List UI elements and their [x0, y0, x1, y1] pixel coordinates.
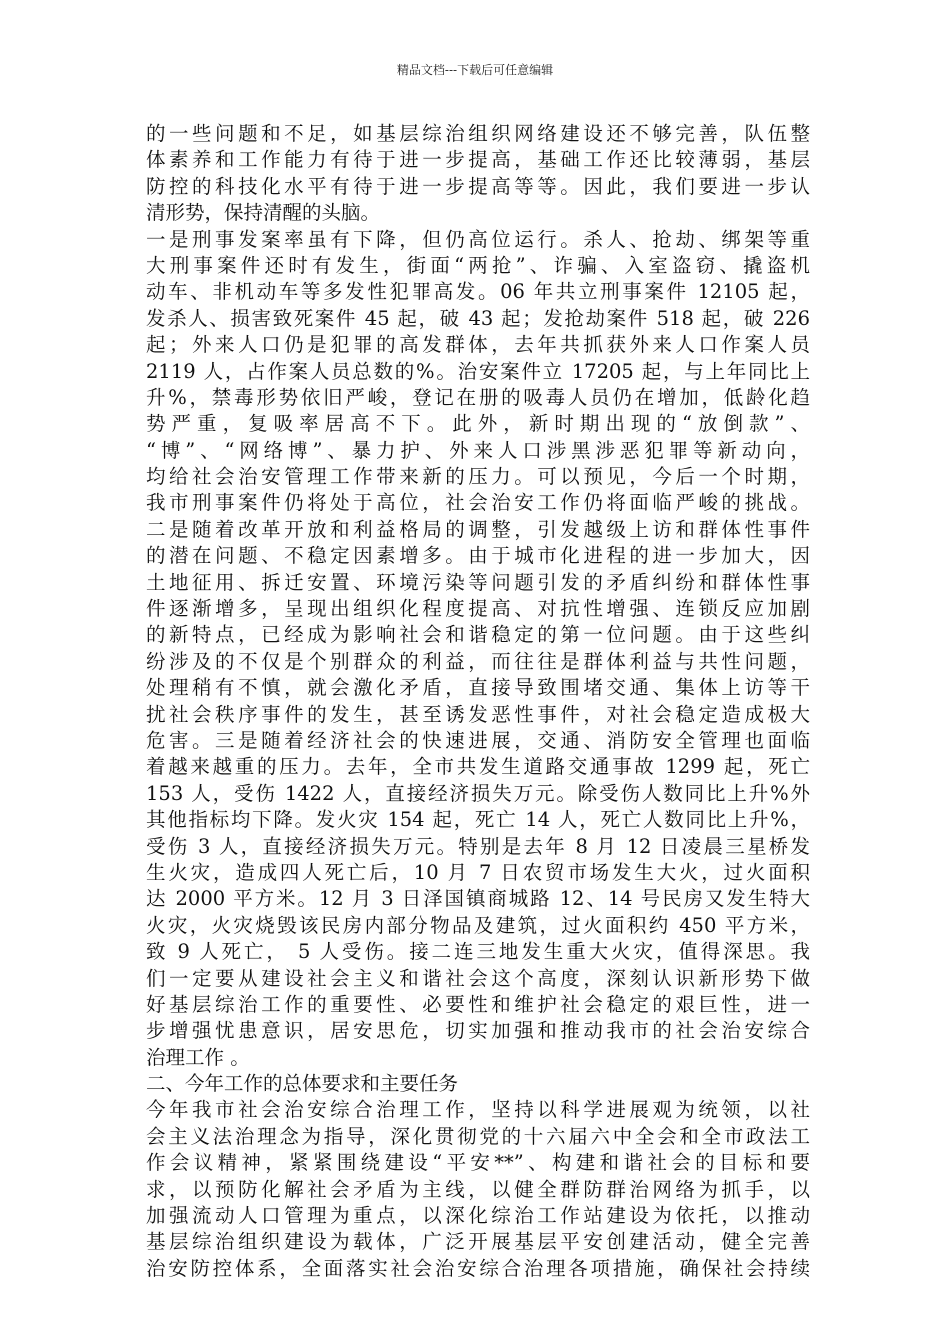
- text-line: 其他指标均下降。发火灾 154 起，死亡 14 人，死亡人数同比上升%，: [146, 808, 810, 832]
- text-line: 作会议精神，紧紧围绕建设“平安**”、构建和谐社会的目标和要: [146, 1151, 810, 1175]
- text-line: 体素养和工作能力有待于进一步提高，基础工作还比较薄弱，基层: [146, 148, 810, 172]
- text-line: 们一定要从建设社会主义和谐社会这个高度，深刻认识新形势下做: [146, 966, 810, 990]
- text-line: 我市刑事案件仍将处于高位，社会治安工作仍将面临严峻的挑战。: [146, 491, 810, 515]
- text-line: 的新特点，已经成为影响社会和谐稳定的第一位问题。由于这些纠: [146, 623, 810, 647]
- text-line: 会主义法治理念为指导，深化贯彻党的十六届六中全会和全市政法工: [146, 1124, 810, 1148]
- text-line: 致 9 人死亡， 5 人受伤。接二连三地发生重大火灾，值得深思。我: [146, 940, 810, 964]
- text-line: 一是刑事发案率虽有下降，但仍高位运行。杀人、抢劫、绑架等重: [146, 227, 810, 251]
- text-line: 着越来越重的压力。去年，全市共发生道路交通事故 1299 起，死亡: [146, 755, 810, 779]
- page-header: 精品文档---下载后可任意编辑: [396, 63, 554, 77]
- text-line: 受伤 3 人，直接经济损失万元。特别是去年 8 月 12 日凌晨三星桥发: [146, 834, 810, 858]
- text-line: 的潜在问题、不稳定因素增多。由于城市化进程的进一步加大，因: [146, 544, 810, 568]
- text-line: 清形势，保持清醒的头脑。: [146, 201, 381, 225]
- text-line: 今年我市社会治安综合治理工作，坚持以科学进展观为统领，以社: [146, 1098, 810, 1122]
- text-line: 基层综治组织建设为载体，广泛开展基层平安创建活动，健全完善: [146, 1230, 810, 1254]
- text-line: 达 2000 平方米。12 月 3 日泽国镇商城路 12、14 号民房又发生特大: [146, 887, 810, 911]
- text-line: 生火灾，造成四人死亡后，10 月 7 日农贸市场发生大火，过火面积: [146, 860, 810, 884]
- text-line: 件逐渐增多，呈现出组织化程度提高、对抗性增强、连锁反应加剧: [146, 597, 810, 621]
- text-line: 大刑事案件还时有发生，街面“两抢”、诈骗、入室盗窃、撬盗机: [146, 253, 810, 277]
- text-line: 的一些问题和不足，如基层综治组织网络建设还不够完善，队伍整: [146, 122, 810, 145]
- text-line: 2119 人，占作案人员总数的%。治安案件立 17205 起，与上年同比上: [146, 359, 810, 383]
- text-line: 治安防控体系，全面落实社会治安综合治理各项措施，确保社会持续: [146, 1256, 810, 1280]
- text-line: 土地征用、拆迁安置、环境污染等问题引发的矛盾纠纷和群体性事: [146, 570, 810, 594]
- text-line: 动车、非机动车等多发性犯罪高发。06 年共立刑事案件 12105 起，: [146, 280, 810, 304]
- text-line: 二是随着改革开放和利益格局的调整，引发越级上访和群体性事件: [146, 517, 810, 541]
- text-line: 扰社会秩序事件的发生，甚至诱发恶性事件，对社会稳定造成极大: [146, 702, 810, 726]
- text-line: 危害。三是随着经济社会的快速进展，交通、消防安全管理也面临: [146, 728, 810, 752]
- text-line: “博”、“网络博”、暴力护、外来人口涉黑涉恶犯罪等新动向，: [146, 438, 810, 462]
- document-body: [146, 121, 810, 1282]
- text-line: 起；外来人口仍是犯罪的高发群体，去年共抓获外来人口作案人员: [146, 333, 810, 357]
- text-line: 加强流动人口管理为重点，以深化综治工作站建设为依托，以推动: [146, 1204, 810, 1228]
- text-line: 纷涉及的不仅是个别群众的利益，而往往是群体利益与共性问题，: [146, 649, 810, 673]
- text-line: 二、今年工作的总体要求和主要任务: [146, 1072, 459, 1096]
- text-line: 好基层综治工作的重要性、必要性和维护社会稳定的艰巨性，进一: [146, 992, 810, 1016]
- text-line: 防控的科技化水平有待于进一步提高等等。因此，我们要进一步认: [146, 174, 810, 198]
- text-line: 153 人，受伤 1422 人，直接经济损失万元。除受伤人数同比上升%外: [146, 781, 810, 805]
- text-line: 治理工作 。: [146, 1045, 250, 1069]
- text-line: 步增强忧患意识，居安思危，切实加强和推动我市的社会治安综合: [146, 1019, 810, 1043]
- text-line: 发杀人、损害致死案件 45 起，破 43 起；发抢劫案件 518 起，破 226: [146, 306, 810, 330]
- text-line: 求，以预防化解社会矛盾为主线，以健全群防群治网络为抓手，以: [146, 1177, 810, 1201]
- text-line: 势严重，复吸率居高不下。此外，新时期出现的“放倒款”、: [146, 412, 810, 436]
- text-line: 火灾，火灾烧毁该民房内部分物品及建筑，过火面积约 450 平方米，: [146, 913, 810, 937]
- text-line: 均给社会治安管理工作带来新的压力。可以预见，今后一个时期，: [146, 465, 810, 489]
- text-line: 升%，禁毒形势依旧严峻，登记在册的吸毒人员仍在增加，低龄化趋: [146, 385, 810, 409]
- text-line: 处理稍有不慎，就会激化矛盾，直接导致围堵交通、集体上访等干: [146, 676, 810, 700]
